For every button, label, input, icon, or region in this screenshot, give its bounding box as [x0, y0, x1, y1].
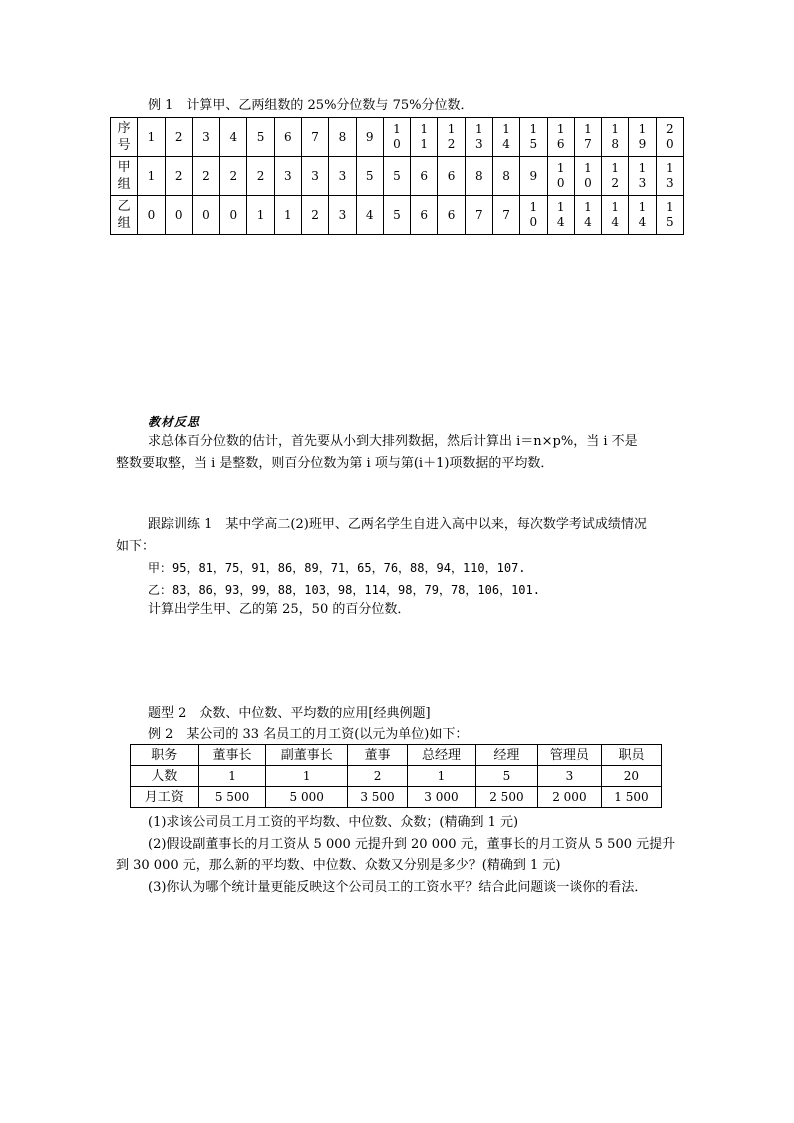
data-cell: 1 3: [629, 157, 656, 196]
percentile-data-table: [110, 117, 684, 235]
training1-line-1: 跟踪训练 1 某中学高二(2)班甲、乙两名学生自进入高中以来，每次数学考试成绩情况: [148, 517, 647, 532]
data-cell: 2 0: [656, 118, 683, 157]
data-cell: 1 5: [656, 196, 683, 235]
data-cell: 4: [356, 196, 383, 235]
data-cell: 1: [138, 118, 165, 157]
data-cell: 1 4: [547, 196, 574, 235]
data-cell: 5: [383, 196, 410, 235]
data-cell: 6: [411, 157, 438, 196]
data-cell: 1 6: [547, 118, 574, 157]
data-cell: 8: [329, 118, 356, 157]
data-cell: 9: [520, 157, 547, 196]
salary-cell: 5 000: [266, 787, 348, 808]
salary-header-row: [131, 745, 662, 766]
data-cell: 1 0: [383, 118, 410, 157]
data-cell: 1 1: [411, 118, 438, 157]
column-header: 职员: [601, 745, 661, 766]
salary-cell: 1 500: [601, 787, 661, 808]
data-cell: 1 2: [438, 118, 465, 157]
count-cell: 1: [408, 766, 476, 787]
data-cell: 3: [192, 118, 219, 157]
salary-cell: 5 500: [198, 787, 266, 808]
data-cell: 6: [438, 157, 465, 196]
data-cell: 5: [356, 157, 383, 196]
count-cell: 1: [266, 766, 348, 787]
data-cell: 1 0: [547, 157, 574, 196]
data-cell: 1 0: [520, 196, 547, 235]
data-cell: 1 4: [574, 196, 601, 235]
column-header: 董事: [347, 745, 407, 766]
data-cell: 5: [247, 118, 274, 157]
count-cell: 3: [537, 766, 601, 787]
data-cell: 1 8: [602, 118, 629, 157]
data-cell: 3: [274, 157, 301, 196]
row-label: 人数: [131, 766, 199, 787]
question-2-line-1: (2)假设副董事长的月工资从 5 000 元提升到 20 000 元，董事长的月工资从 5 500 元提升: [148, 837, 676, 852]
data-cell: 5: [383, 157, 410, 196]
data-cell: 1 4: [492, 118, 519, 157]
data-cell: 2: [220, 157, 247, 196]
jia-row: [111, 157, 684, 196]
data-cell: 6: [438, 196, 465, 235]
data-cell: 3: [329, 196, 356, 235]
data-cell: 8: [465, 157, 492, 196]
salary-cell: 3 500: [347, 787, 407, 808]
question-1: (1)求该公司员工月工资的平均数、中位数、众数；(精确到 1 元): [148, 815, 519, 830]
column-header: 管理员: [537, 745, 601, 766]
training1-yi-scores: 乙：83，86，93，99，88，103，98，114，98，79，78，106，101.: [148, 583, 540, 597]
type2-heading: 题型 2 众数、中位数、平均数的应用[经典例题]: [148, 706, 431, 721]
column-header: 董事长: [198, 745, 266, 766]
example1-title: 例 1 计算甲、乙两组数的 25%分位数与 75%分位数．: [148, 98, 474, 113]
data-cell: 1: [247, 196, 274, 235]
salary-cell: 2 500: [475, 787, 537, 808]
data-cell: 1 9: [629, 118, 656, 157]
row-label: 月工资: [131, 787, 199, 808]
data-cell: 1: [274, 196, 301, 235]
data-cell: 1: [138, 157, 165, 196]
count-cell: 20: [601, 766, 661, 787]
data-cell: 2: [165, 157, 192, 196]
data-cell: 1 7: [574, 118, 601, 157]
data-cell: 3: [301, 157, 328, 196]
salary-table: [130, 744, 662, 808]
reflection-line-2: 整数要取整，当 i 是整数，则百分位数为第 i 项与第(i＋1)项数据的平均数．: [116, 456, 554, 471]
data-cell: 4: [220, 118, 247, 157]
data-cell: 8: [492, 157, 519, 196]
data-cell: 1 4: [602, 196, 629, 235]
count-cell: 1: [198, 766, 266, 787]
data-cell: 9: [356, 118, 383, 157]
training1-line-2: 如下：: [116, 539, 156, 554]
data-cell: 1 4: [629, 196, 656, 235]
row-header: 乙 组: [111, 196, 138, 235]
question-2-line-2: 到 30 000 元，那么新的平均数、中位数、众数又分别是多少？(精确到 1 元): [116, 858, 561, 873]
training1-line-5: 计算出学生甲、乙的第 25，50 的百分位数．: [148, 602, 411, 617]
row-header: 甲 组: [111, 157, 138, 196]
data-cell: 1 5: [520, 118, 547, 157]
column-header: 经理: [475, 745, 537, 766]
salary-cell: 3 000: [408, 787, 476, 808]
data-cell: 1 2: [602, 157, 629, 196]
reflection-line-1: 求总体百分位数的估计，首先要从小到大排列数据，然后计算出 i＝n×p%，当 i 不是: [148, 434, 638, 449]
data-cell: 0: [220, 196, 247, 235]
data-cell: 0: [138, 196, 165, 235]
data-cell: 2: [247, 157, 274, 196]
question-3: (3)你认为哪个统计量更能反映这个公司员工的工资水平？结合此问题谈一谈你的看法．: [148, 880, 648, 895]
salary-count-row: [131, 766, 662, 787]
data-cell: 0: [192, 196, 219, 235]
count-cell: 5: [475, 766, 537, 787]
data-cell: 7: [465, 196, 492, 235]
column-header: 职务: [131, 745, 199, 766]
data-cell: 2: [301, 196, 328, 235]
count-cell: 2: [347, 766, 407, 787]
data-cell: 7: [301, 118, 328, 157]
salary-cell: 2 000: [537, 787, 601, 808]
data-cell: 3: [329, 157, 356, 196]
column-header: 总经理: [408, 745, 476, 766]
data-cell: 6: [274, 118, 301, 157]
data-cell: 7: [492, 196, 519, 235]
data-cell: 2: [192, 157, 219, 196]
salary-amount-row: [131, 787, 662, 808]
data-cell: 0: [165, 196, 192, 235]
data-cell: 1 0: [574, 157, 601, 196]
example2-title: 例 2 某公司的 33 名员工的月工资(以元为单位)如下：: [148, 727, 469, 742]
row-header: 序 号: [111, 118, 138, 157]
data-cell: 2: [165, 118, 192, 157]
reflection-title: 教材反思: [148, 415, 201, 429]
data-cell: 6: [411, 196, 438, 235]
index-row: [111, 118, 684, 157]
yi-row: [111, 196, 684, 235]
training1-jia-scores: 甲：95，81，75，91，86，89，71，65，76，88，94，110，107.: [148, 561, 526, 575]
column-header: 副董事长: [266, 745, 348, 766]
data-cell: 1 3: [656, 157, 683, 196]
data-cell: 1 3: [465, 118, 492, 157]
